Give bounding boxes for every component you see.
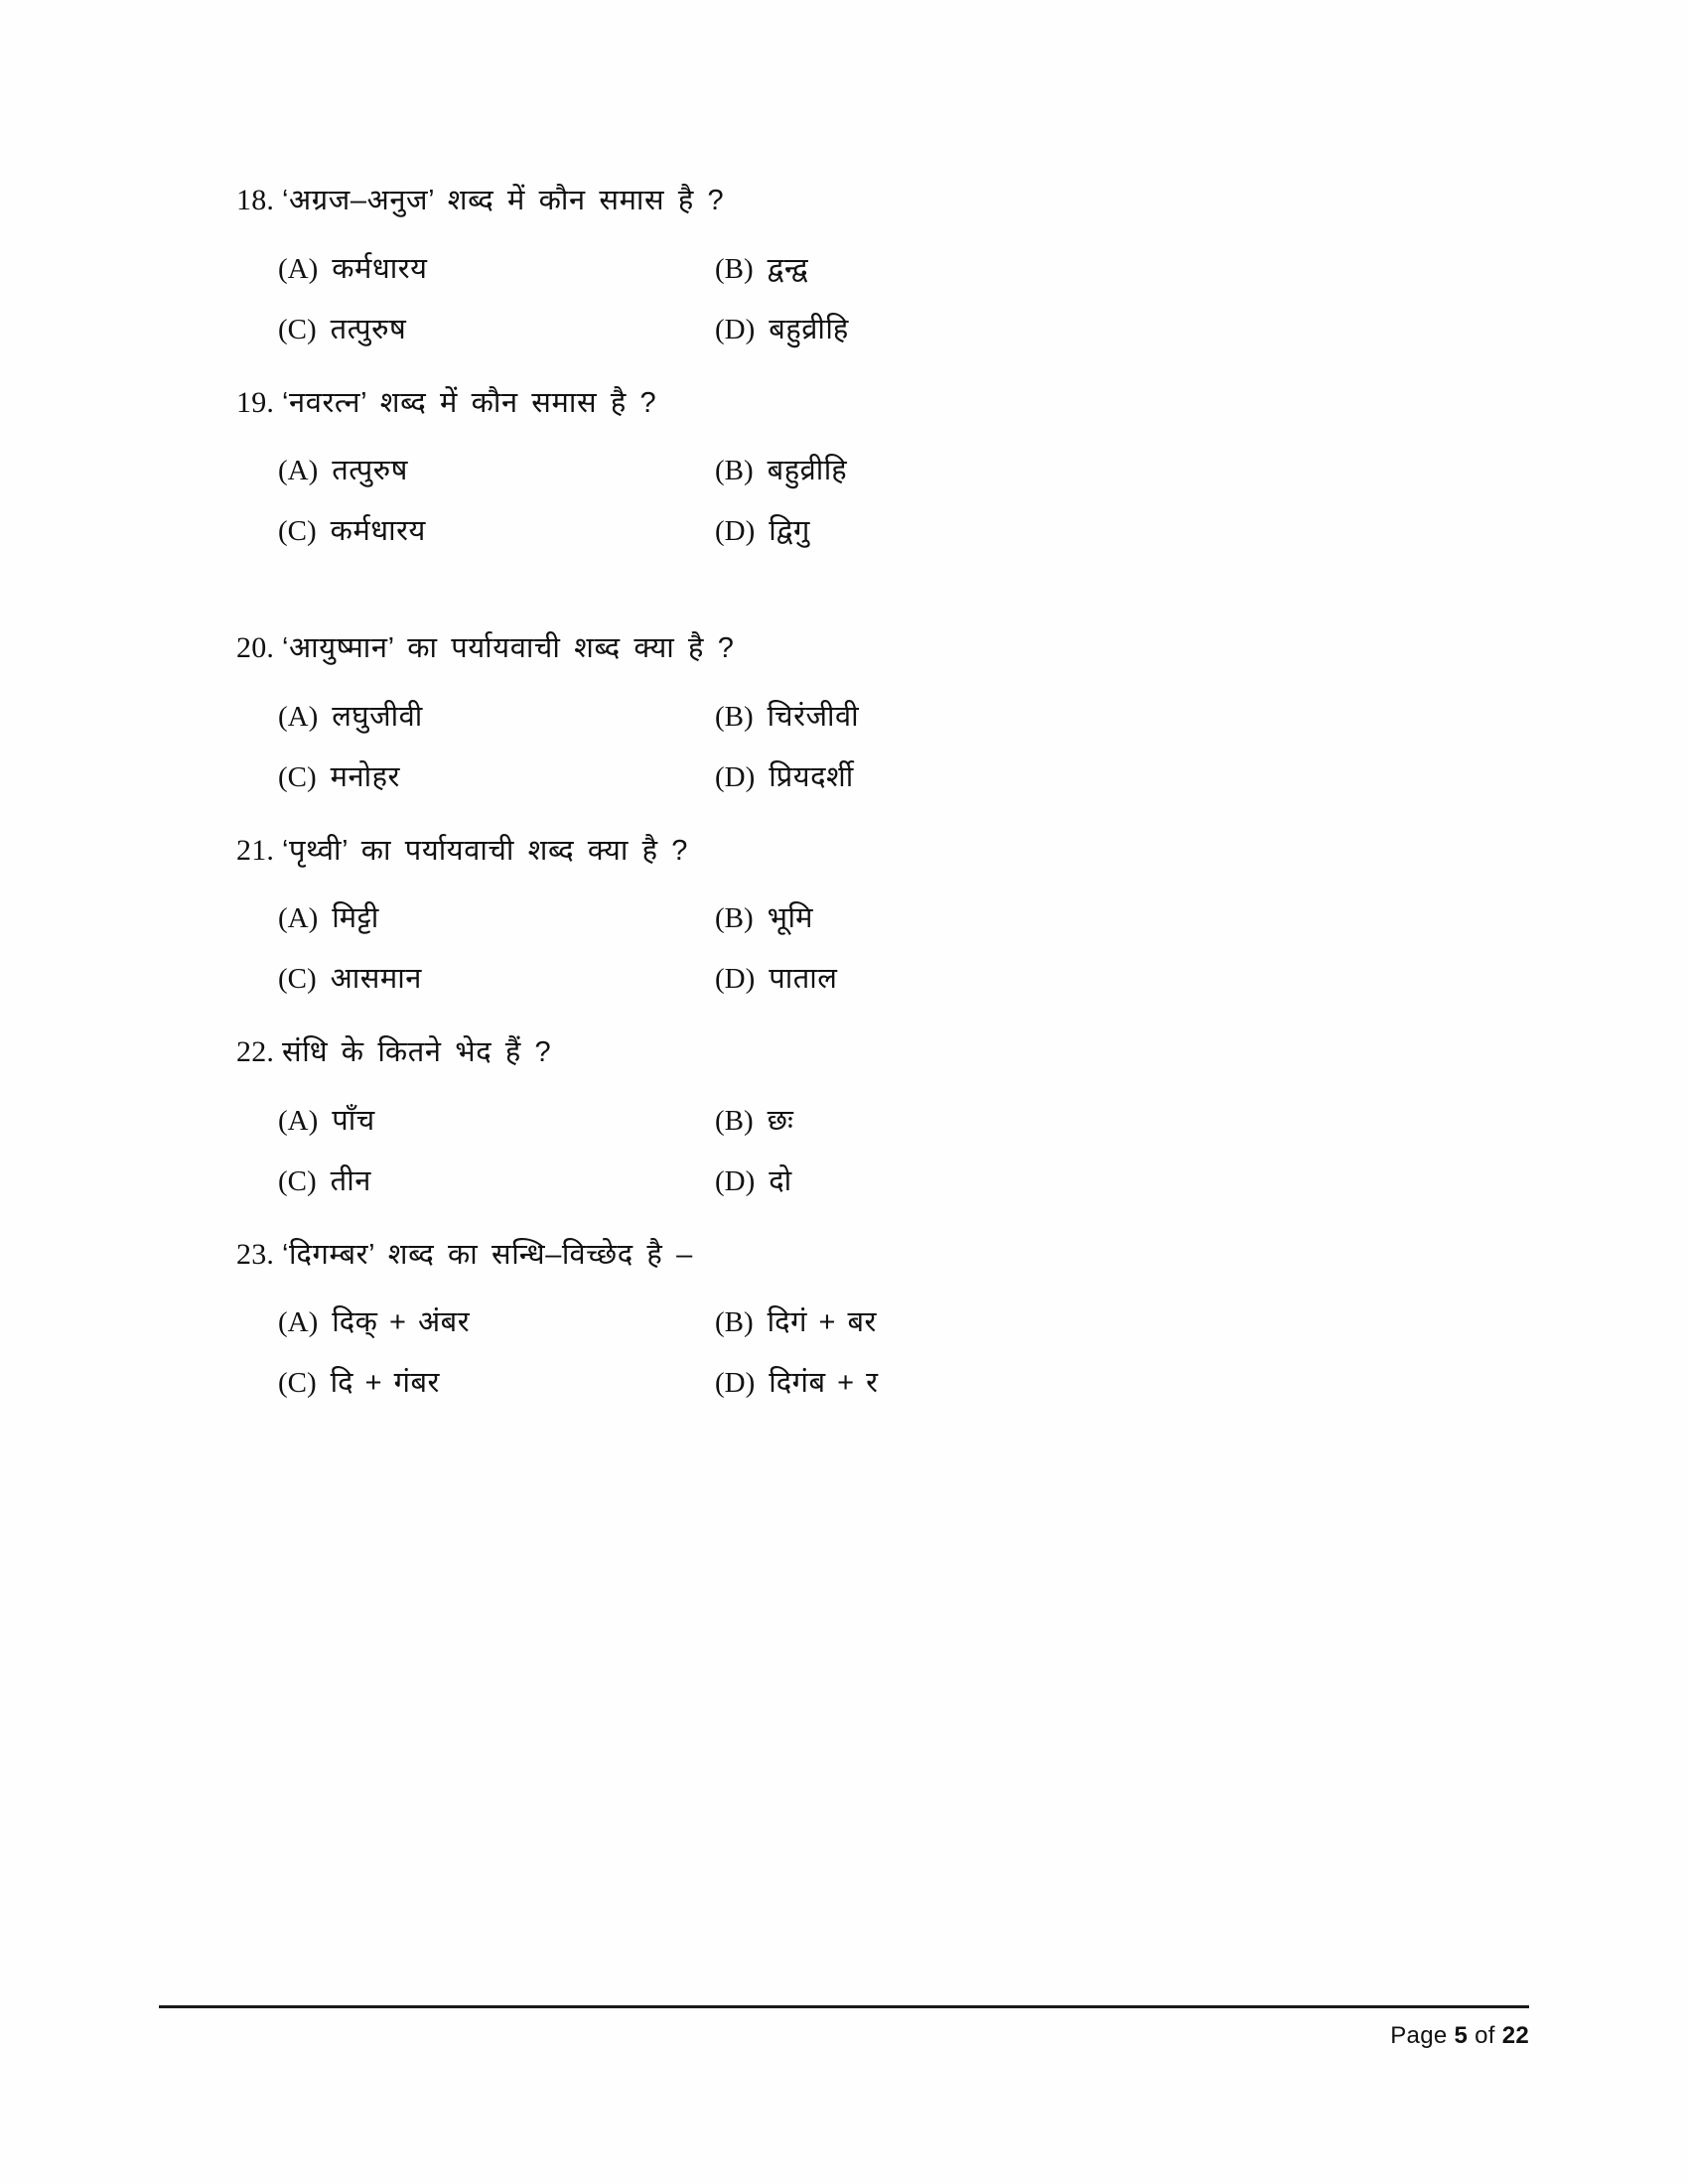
option-text: पाताल (769, 963, 838, 995)
option-group (278, 1100, 1477, 1199)
option-label: (B) (715, 455, 754, 486)
option-text: द्विगु (769, 515, 810, 547)
option-label: (B) (715, 252, 754, 285)
question-number: 22. (236, 1035, 275, 1068)
option-row (278, 510, 1477, 549)
option-row (278, 696, 1477, 735)
option-row (278, 958, 1477, 997)
option-d[interactable] (715, 1160, 792, 1199)
question-text: ‘पृथ्वी’ का पर्यायवाची शब्द क्या है ? (282, 834, 688, 867)
option-d[interactable] (715, 309, 849, 347)
option-text: दिगंब + र (769, 1367, 879, 1399)
option-a[interactable] (278, 897, 715, 936)
option-d[interactable] (715, 958, 837, 997)
option-d[interactable] (715, 510, 810, 549)
option-label: (D) (715, 1164, 756, 1197)
option-b[interactable] (715, 248, 808, 287)
option-row (278, 1362, 1477, 1401)
option-text: चिरंजीवी (767, 700, 860, 733)
option-text: छः (767, 1104, 794, 1137)
page-total: 22 (1501, 2022, 1529, 2049)
option-text: मनोहर (330, 760, 400, 793)
option-row (278, 756, 1477, 795)
option-label: (A) (278, 252, 319, 285)
option-group (278, 248, 1477, 347)
option-c[interactable] (278, 1160, 715, 1199)
option-text: कर्मधारय (330, 515, 426, 547)
option-b[interactable] (715, 897, 813, 936)
page-indicator (159, 2022, 1529, 2050)
option-row (278, 897, 1477, 936)
option-b[interactable] (715, 450, 847, 488)
option-b[interactable] (715, 1301, 877, 1340)
option-text: मिट्टी (332, 902, 379, 934)
question-text: ‘नवरत्न’ शब्द में कौन समास है ? (282, 386, 657, 419)
option-text: प्रियदर्शी (769, 760, 854, 793)
question-item-20 (236, 626, 1477, 795)
question-number: 23. (236, 1237, 275, 1271)
option-group (278, 696, 1477, 795)
option-text: पाँच (332, 1104, 375, 1137)
option-text: बहुव्रीहि (769, 313, 849, 345)
option-label: (D) (715, 760, 756, 793)
question-text: ‘अग्रज–अनुज’ शब्द में कौन समास है ? (282, 185, 725, 216)
option-label: (A) (278, 700, 319, 733)
option-b[interactable] (715, 696, 859, 735)
page-number: 5 (1454, 2022, 1469, 2049)
question-item-18 (236, 179, 1477, 347)
option-d[interactable] (715, 756, 854, 795)
option-group (278, 450, 1477, 549)
question-text: ‘दिगम्बर’ शब्द का सन्धि–विच्छेद है – (282, 1238, 693, 1271)
page-prefix-label: Page (1390, 2022, 1448, 2049)
option-label: (B) (715, 1306, 754, 1338)
option-a[interactable] (278, 1301, 715, 1340)
option-row (278, 1301, 1477, 1340)
option-label: (C) (278, 1164, 317, 1197)
option-label: (A) (278, 1306, 319, 1338)
question-item-22 (236, 1030, 1477, 1199)
option-label: (D) (715, 313, 756, 345)
question-number: 18. (236, 184, 275, 216)
question-heading (236, 381, 1477, 425)
option-text: बहुव्रीहि (767, 455, 848, 486)
option-label: (C) (278, 313, 317, 345)
option-a[interactable] (278, 1100, 715, 1139)
question-item-23 (236, 1233, 1477, 1402)
option-row (278, 1160, 1477, 1199)
question-number: 19. (236, 385, 275, 419)
option-c[interactable] (278, 1362, 715, 1401)
question-item-19 (236, 381, 1477, 550)
question-heading (236, 829, 1477, 873)
option-label: (C) (278, 515, 317, 547)
option-text: तत्पुरुष (330, 313, 407, 345)
option-row (278, 309, 1477, 347)
option-label: (B) (715, 700, 754, 733)
question-number: 21. (236, 833, 275, 867)
option-a[interactable] (278, 450, 715, 488)
option-c[interactable] (278, 309, 715, 347)
option-c[interactable] (278, 510, 715, 549)
option-row (278, 248, 1477, 287)
question-text: संधि के कितने भेद हैं ? (282, 1036, 552, 1068)
option-label: (B) (715, 1104, 754, 1137)
option-label: (D) (715, 515, 756, 547)
option-text: द्वन्द्व (767, 252, 808, 285)
option-row (278, 1100, 1477, 1139)
page-middle-label: of (1475, 2022, 1495, 2049)
option-text: आसमान (330, 963, 422, 995)
option-text: दिक् + अंबर (332, 1306, 471, 1338)
option-a[interactable] (278, 248, 715, 287)
option-group (278, 897, 1477, 997)
question-heading (236, 1030, 1477, 1074)
option-label: (A) (278, 455, 319, 486)
question-item-21 (236, 829, 1477, 998)
option-label: (D) (715, 963, 756, 995)
question-heading (236, 179, 1477, 222)
option-text: तीन (330, 1164, 371, 1197)
question-number: 20. (236, 631, 275, 664)
option-text: भूमि (767, 902, 813, 934)
option-a[interactable] (278, 696, 715, 735)
question-heading (236, 1233, 1477, 1277)
option-row (278, 450, 1477, 488)
option-label: (C) (278, 1367, 317, 1399)
option-label: (C) (278, 760, 317, 793)
option-c[interactable] (278, 958, 715, 997)
option-group (278, 1301, 1477, 1401)
option-text: लघुजीवी (332, 700, 423, 733)
option-label: (B) (715, 902, 754, 934)
option-d[interactable] (715, 1362, 878, 1401)
option-text: तत्पुरुष (332, 455, 408, 486)
page-footer (159, 2005, 1529, 2050)
footer-divider (159, 2005, 1529, 2008)
option-label: (D) (715, 1367, 756, 1399)
option-text: दो (769, 1164, 792, 1197)
option-text: दि + गंबर (330, 1367, 440, 1399)
option-label: (A) (278, 902, 319, 934)
option-label: (C) (278, 963, 317, 995)
question-text: ‘आयुष्मान’ का पर्यायवाची शब्द क्या है ? (282, 632, 735, 664)
option-text: दिगं + बर (767, 1306, 877, 1338)
option-c[interactable] (278, 756, 715, 795)
option-text: कर्मधारय (332, 252, 428, 285)
question-heading (236, 626, 1477, 670)
option-b[interactable] (715, 1100, 793, 1139)
option-label: (A) (278, 1104, 319, 1137)
question-list (236, 179, 1477, 1434)
